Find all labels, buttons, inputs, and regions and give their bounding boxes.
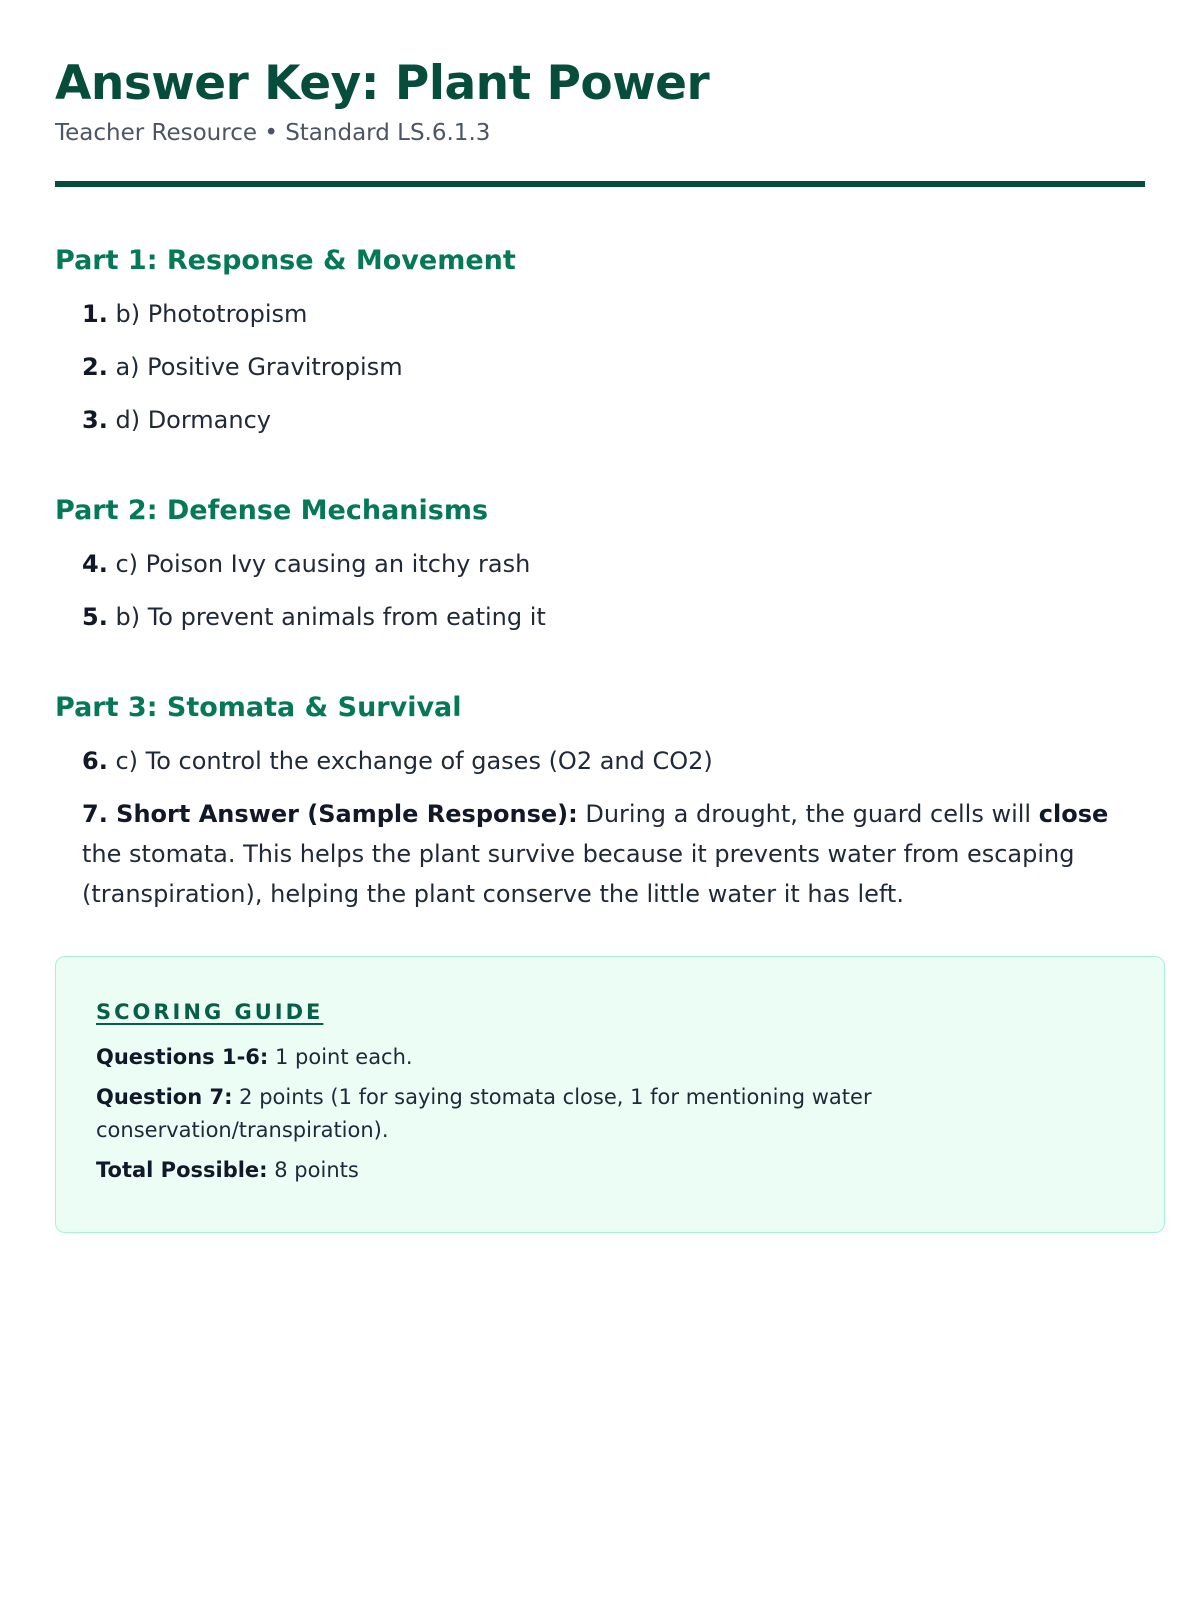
answer-number: 2. xyxy=(82,353,108,381)
scoring-line-text: 8 points xyxy=(274,1158,359,1182)
page-subtitle: Teacher Resource • Standard LS.6.1.3 xyxy=(55,120,491,146)
answer-item xyxy=(55,544,1145,584)
scoring-line-label: Questions 1-6: xyxy=(96,1045,269,1069)
scoring-guide-title: SCORING GUIDE xyxy=(96,1000,324,1024)
answer-number: 1. xyxy=(82,300,108,328)
answer-number: 3. xyxy=(82,406,108,434)
scoring-line-text: 1 point each. xyxy=(275,1045,413,1069)
answer-text: c) Poison Ivy causing an itchy rash xyxy=(115,550,531,578)
scoring-line-label: Question 7: xyxy=(96,1085,233,1109)
section-title: Part 1: Response & Movement xyxy=(55,245,516,276)
answer-text: c) To control the exchange of gases (O2 and CO2) xyxy=(115,747,713,775)
answer-text: b) Phototropism xyxy=(115,300,308,328)
answer-item xyxy=(55,741,1145,781)
header-divider xyxy=(55,181,1145,187)
scoring-line xyxy=(96,1041,1124,1074)
scoring-line-text: 2 points (1 for saying stomata close, 1 for mentioning water conservation/transpiration). xyxy=(96,1085,872,1142)
section-title: Part 3: Stomata & Survival xyxy=(55,692,462,723)
answer-text: b) To prevent animals from eating it xyxy=(115,603,546,631)
scoring-line-label: Total Possible: xyxy=(96,1158,268,1182)
section-part-1 xyxy=(55,242,1145,440)
short-answer-item xyxy=(55,794,1145,914)
answer-text: a) Positive Gravitropism xyxy=(115,353,403,381)
page-title: Answer Key: Plant Power xyxy=(55,56,710,111)
scoring-line xyxy=(96,1154,1124,1187)
answer-item xyxy=(55,400,1145,440)
answer-number: 4. xyxy=(82,550,108,578)
answer-item xyxy=(55,597,1145,637)
short-answer-text-before: During a drought, the guard cells will xyxy=(585,800,1032,828)
answer-item xyxy=(55,294,1145,334)
short-answer-emphasis: close xyxy=(1038,800,1109,828)
scoring-line xyxy=(96,1081,1124,1147)
answer-item xyxy=(55,347,1145,387)
section-part-3 xyxy=(55,689,1145,914)
short-answer-text-after: the stomata. This helps the plant survive because it prevents water from escaping (transpiration), helping the plant conserve the little water it has left. xyxy=(82,840,1075,908)
answer-text: d) Dormancy xyxy=(115,406,271,434)
scoring-guide-box xyxy=(55,956,1165,1233)
section-part-2 xyxy=(55,492,1145,637)
answer-number: 6. xyxy=(82,747,108,775)
answer-number: 5. xyxy=(82,603,108,631)
short-answer-label: 7. Short Answer (Sample Response): xyxy=(82,800,578,828)
section-title: Part 2: Defense Mechanisms xyxy=(55,495,489,526)
